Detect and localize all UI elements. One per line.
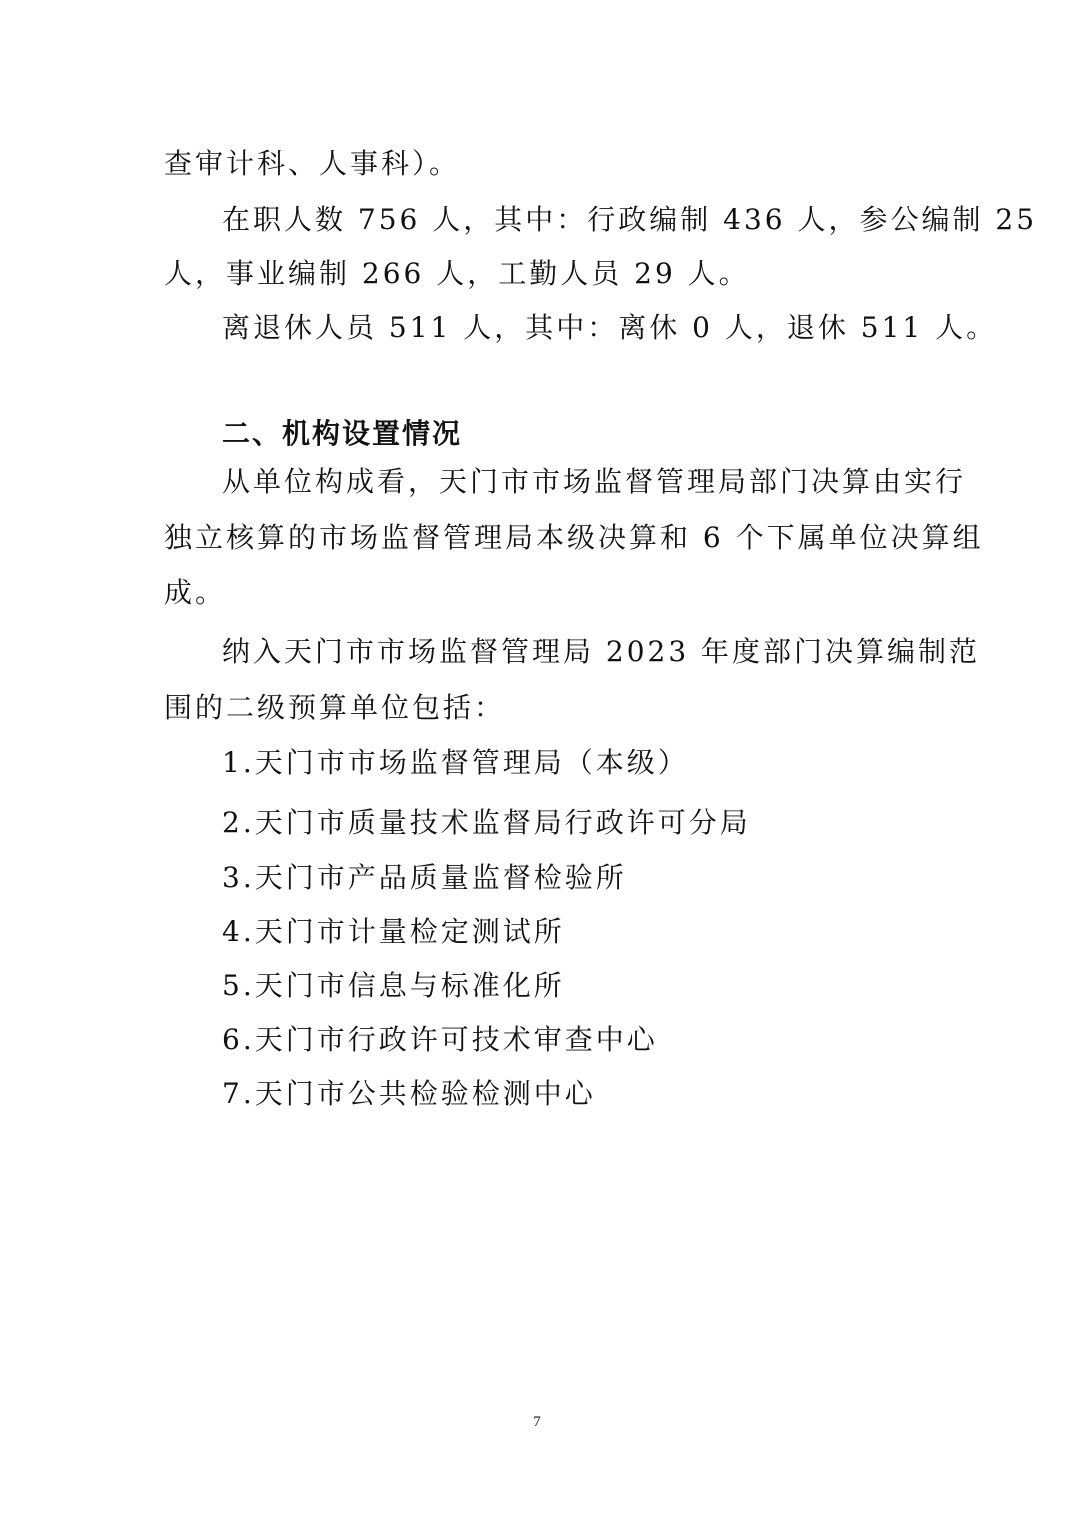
list-item: 6.天门市行政许可技术审查中心 — [222, 1023, 658, 1056]
page-number: 7 — [533, 1414, 541, 1430]
body-text-line: 人，事业编制 266 人，工勤人员 29 人。 — [164, 257, 750, 290]
list-item: 7.天门市公共检验检测中心 — [222, 1077, 596, 1110]
list-item: 2.天门市质量技术监督局行政许可分局 — [222, 806, 751, 839]
paragraph-line: 独立核算的市场监督管理局本级决算和 6 个下属单位决算组 — [164, 521, 984, 554]
list-item: 5.天门市信息与标准化所 — [222, 969, 565, 1002]
body-text-line: 查审计科、人事科）。 — [164, 147, 461, 180]
list-item: 4.天门市计量检定测试所 — [222, 915, 565, 948]
body-text-line: 离退休人员 511 人，其中：离休 0 人，退休 511 人。 — [222, 311, 998, 344]
list-item: 3.天门市产品质量监督检验所 — [222, 861, 627, 894]
paragraph-line: 围的二级预算单位包括： — [164, 691, 506, 724]
paragraph-line: 纳入天门市市场监督管理局 2023 年度部门决算编制范 — [222, 635, 981, 668]
paragraph-line: 从单位构成看，天门市市场监督管理局部门决算由实行 — [222, 465, 967, 498]
section-heading: 二、机构设置情况 — [222, 417, 463, 450]
list-item: 1.天门市市场监督管理局（本级） — [222, 746, 689, 779]
body-text-line: 在职人数 756 人，其中：行政编制 436 人，参公编制 25 — [222, 203, 1038, 236]
paragraph-line: 成。 — [164, 576, 227, 609]
